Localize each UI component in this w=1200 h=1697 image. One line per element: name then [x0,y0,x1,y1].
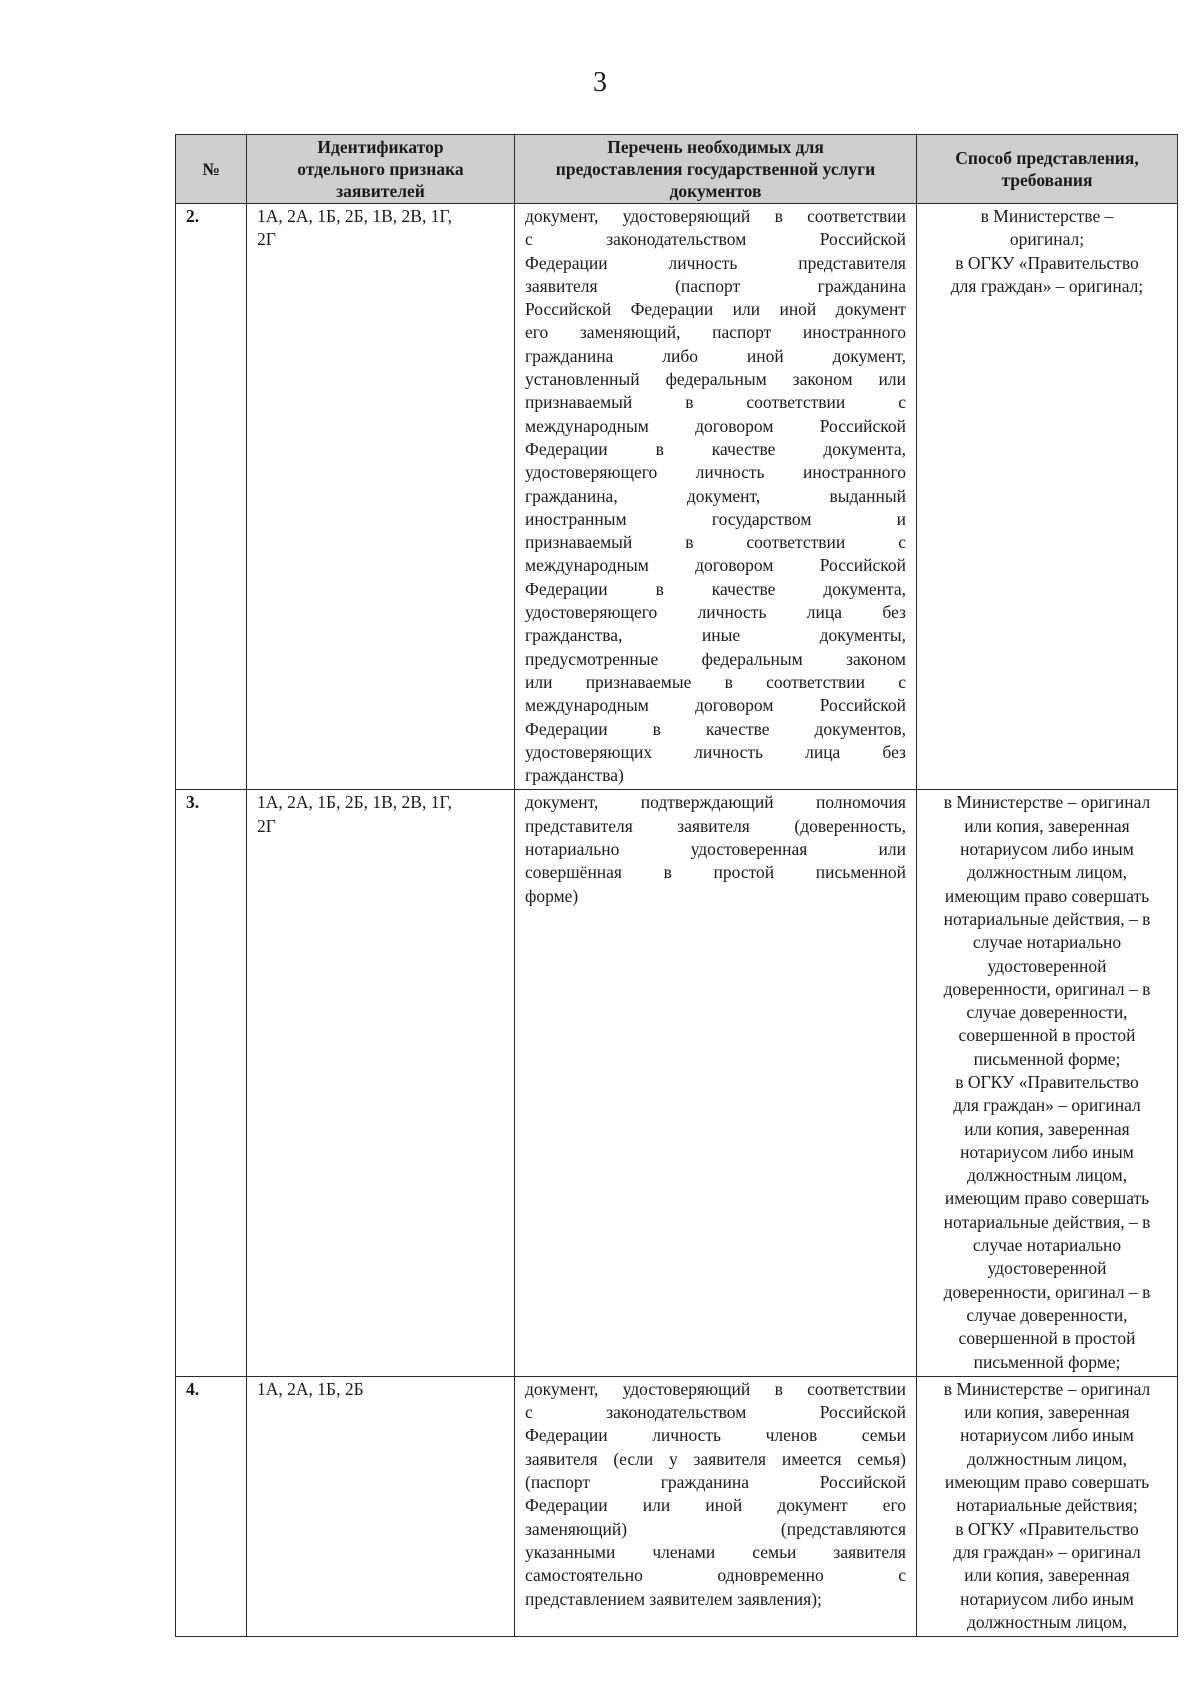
text-line: удостоверяющих личность лица без [525,741,906,762]
text-line: представителя заявителя (доверенность, [525,815,906,836]
text-line: для граждан» – оригинал; [950,275,1144,296]
text-line: документ, подтверждающий полномочия [525,792,906,813]
text-line: (паспорт гражданина Российской [525,1472,906,1493]
header-number [176,135,247,204]
text-line: заменяющий) (представляются [525,1518,906,1539]
text-line: Федерации личность представителя [525,252,906,273]
header-line: № [202,159,220,179]
text-line: случае нотариально [972,932,1122,953]
text-line: документ, удостоверяющий в соответствии [525,1378,906,1399]
text-line: для граждан» – оригинал [953,1541,1141,1562]
text-line: или копия, заверенная [964,1402,1130,1423]
text-line: Федерации в качестве документов, [525,718,906,739]
text-line: Федерации в качестве документа, [525,438,906,459]
text-line: случае нотариально [972,1235,1122,1256]
text-line: случае доверенности, [966,1304,1128,1325]
applicant-ids-cell [247,1376,515,1636]
table-row [176,204,1178,790]
documents-cell [515,790,917,1376]
text-line: предусмотренные федеральным законом [525,648,906,669]
text-line: нотариусом либо иным [960,1588,1134,1609]
row-number-cell [176,204,247,790]
text-line: удостоверяющего личность иностранного [525,462,906,483]
text-line: 2Г [257,815,276,836]
text-line: удостоверенной [987,955,1107,976]
text-line: Федерации или иной документ его [525,1495,906,1516]
text-line: в ОГКУ «Правительство [955,1071,1139,1092]
text-line: удостоверяющего личность лица без [525,602,906,623]
text-line: совершённая в простой письменной [525,862,906,883]
header-line: требования [1001,170,1093,190]
text-line: 1А, 2А, 1Б, 2Б [257,1378,364,1399]
text-line: Российской Федерации или иной документ [525,299,906,320]
text-line: гражданина либо иной документ, [525,345,906,366]
text-line: документ, удостоверяющий в соответствии [525,206,906,226]
text-line: или копия, заверенная [964,1118,1130,1139]
text-line: имеющим право совершать [944,885,1150,906]
text-line: нотариальные действия, – в [943,908,1151,929]
text-line: международным договором Российской [525,415,906,436]
header-method [917,135,1178,204]
text-line: заявителя (если у заявителя имеется семья) [525,1448,906,1469]
text-line: доверенности, оригинал – в [943,978,1151,999]
text-line: должностным лицом, [966,1611,1128,1632]
text-line: иностранным государством и [525,508,906,529]
header-line: заявителей [336,181,425,201]
text-line: совершенной в простой [958,1025,1136,1046]
text-line: 1А, 2А, 1Б, 2Б, 1В, 2В, 1Г, [257,792,452,813]
text-line: нотариальные действия, – в [943,1211,1151,1232]
text-line: в ОГКУ «Правительство [955,1518,1139,1539]
text-line: нотариальные действия; [956,1495,1138,1516]
text-line: международным договором Российской [525,555,906,576]
text-line: указанными членами семьи заявителя [525,1541,906,1562]
text-line: международным договором Российской [525,695,906,716]
text-line: или копия, заверенная [964,1565,1130,1586]
text-line: нотариусом либо иным [960,1141,1134,1162]
text-line: заявителя (паспорт гражданина [525,275,906,296]
text-line: с законодательством Российской [525,229,906,250]
row-number: 2. [186,206,200,226]
text-line: с законодательством Российской [525,1402,906,1423]
text-line: признаваемый в соответствии с [525,532,906,553]
header-documents [515,135,917,204]
text-line: удостоверенной [987,1258,1107,1279]
text-line: письменной форме; [973,1048,1121,1069]
text-line: в Министерстве – [980,206,1114,226]
text-line: оригинал; [1009,229,1085,250]
row-number: 3. [186,792,200,813]
table-row [176,790,1178,1376]
documents-cell [515,1376,917,1636]
applicant-ids-cell [247,204,515,790]
text-line: нотариусом либо иным [960,839,1134,860]
header-identifier [247,135,515,204]
text-line: Федерации личность членов семьи [525,1425,906,1446]
header-line: Идентификатор [317,137,444,157]
row-number-cell [176,790,247,1376]
text-line: 1А, 2А, 1Б, 2Б, 1В, 2В, 1Г, [257,206,452,226]
text-line: нотариально удостоверенная или [525,839,906,860]
text-line: должностным лицом, [966,862,1128,883]
text-line: в Министерстве – оригинал [943,792,1151,813]
text-line: должностным лицом, [966,1448,1128,1469]
text-line: гражданина, документ, выданный [525,485,906,506]
text-line: форме) [525,885,579,906]
text-line: в Министерстве – оригинал [943,1378,1151,1399]
row-number-cell [176,1376,247,1636]
text-line: имеющим право совершать [944,1188,1150,1209]
text-line: признаваемый в соответствии с [525,392,906,413]
method-cell [917,1376,1178,1636]
text-line: Федерации в качестве документа, [525,578,906,599]
text-line: представлением заявителем заявления); [525,1588,822,1609]
table-header-row [176,135,1178,204]
text-line: его заменяющий, паспорт иностранного [525,322,906,343]
text-line: совершенной в простой [958,1328,1136,1349]
method-cell [917,790,1178,1376]
text-line: письменной форме; [973,1351,1121,1372]
text-line: случае доверенности, [966,1002,1128,1023]
text-line: гражданства) [525,765,624,786]
documents-cell [515,204,917,790]
text-line: или признаваемые в соответствии с [525,671,906,692]
page-number: 3 [593,67,607,98]
text-line: имеющим право совершать [944,1472,1150,1493]
requirements-table [175,134,1178,1637]
text-line: нотариусом либо иным [960,1425,1134,1446]
text-line: в ОГКУ «Правительство [955,252,1139,273]
text-line: 2Г [257,229,276,250]
text-line: для граждан» – оригинал [953,1095,1141,1116]
header-line: отдельного признака [297,159,464,179]
header-line: документов [669,181,762,201]
applicant-ids-cell [247,790,515,1376]
text-line: должностным лицом, [966,1165,1128,1186]
header-line: предоставления государственной услуги [555,159,876,179]
row-number: 4. [186,1378,200,1399]
header-line: Способ представления, [955,148,1139,168]
text-line: установленный федеральным законом или [525,369,906,390]
method-cell [917,204,1178,790]
header-line: Перечень необходимых для [607,137,824,157]
text-line: или копия, заверенная [964,815,1130,836]
table-row [176,1376,1178,1636]
text-line: гражданства, иные документы, [525,625,906,646]
text-line: самостоятельно одновременно с [525,1565,906,1586]
text-line: доверенности, оригинал – в [943,1281,1151,1302]
